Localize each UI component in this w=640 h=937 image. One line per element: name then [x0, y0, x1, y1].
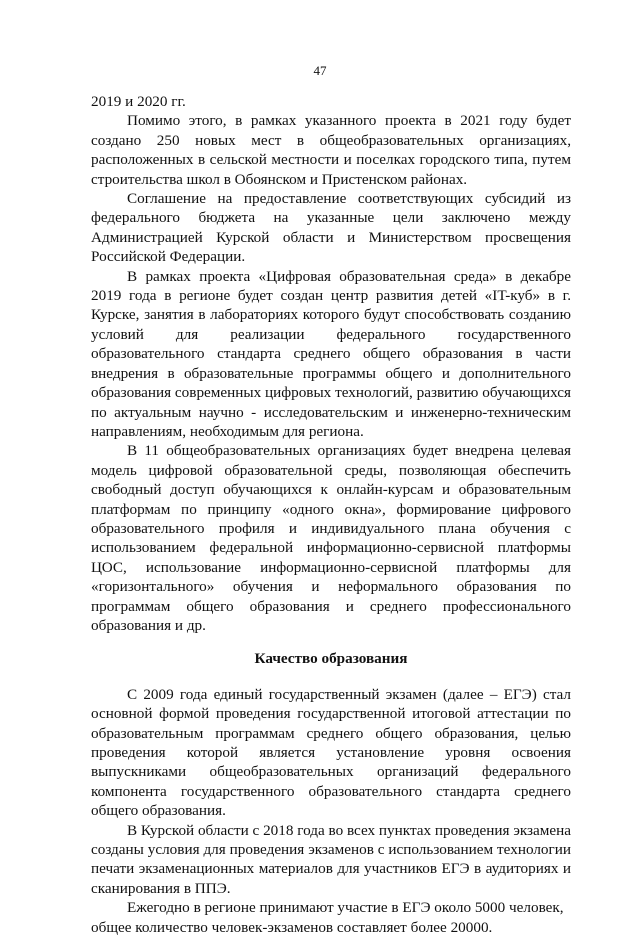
- document-body: [91, 92, 571, 937]
- paragraph-target-model: В 11 общеобразовательных организациях будет внедрена целевая модель цифровой образовательной среды, позволяющая обеспечить свободный доступ обучающихся к онлайн-курсам и образовательным платформам по принципу «одного окна», формирование цифрового образовательного профиля и индивидуального плана обучения с использованием федеральной информационно-сервисной платформы ЦОС, использование информационно-сервисной платформы для «горизонтального» обучения и неформального образования по программам общего образования и среднего профессионального образования и др.: [91, 442, 571, 634]
- paragraph-new-places: Помимо этого, в рамках указанного проекта в 2021 году будет создано 250 новых мест в общеобразовательных организациях, расположенных в сельской местности и поселках городского типа, путем строительства школ в Обоянском и Пристенском районах.: [91, 112, 571, 188]
- page-number: 47: [313, 63, 327, 78]
- paragraph-digital-environment: В рамках проекта «Цифровая образовательная среда» в декабре 2019 года в регионе будет создан центр развития детей «IT-куб» в г. Курске, занятия в лабораториях которого будут способствовать созданию условий для реализации федерального государственного образовательного стандарта среднего общего образования в части внедрения в образовательные программы общего и дополнительного образования современных цифровых технологий, развитию обучающихся по актуальным научно - исследовательским и инженерно-техническим направлениям, необходимым для региона.: [91, 267, 571, 440]
- paragraph-continuation: 2019 и 2020 гг.: [91, 93, 186, 110]
- paragraph-ege-printing: В Курской области с 2018 года во всех пунктах проведения экзамена созданы условия для проведения экзаменов с использованием технологии печати экзаменационных материалов для участников ЕГЭ в аудиториях и сканирования в ППЭ.: [91, 821, 571, 897]
- paragraph-subsidy-agreement: Соглашение на предоставление соответствующих субсидий из федерального бюджета на указанные цели заключено между Администрацией Курской области и Министерством просвещения Российской Федерации.: [91, 190, 571, 266]
- paragraph-ege-participants: Ежегодно в регионе принимают участие в ЕГЭ около 5000 человек, общее количество человек-экзаменов составляет более 20000.: [91, 899, 564, 936]
- section-heading: Качество образования: [254, 650, 408, 668]
- paragraph-ege-history: С 2009 года единый государственный экзамен (далее – ЕГЭ) стал основной формой проведения государственной итоговой аттестации по образовательным программам среднего общего образования, целью проведения которой является установление уровня освоения выпускниками общеобразовательных организаций федерального компонента государственного образовательного стандарта среднего общего образования.: [91, 685, 571, 820]
